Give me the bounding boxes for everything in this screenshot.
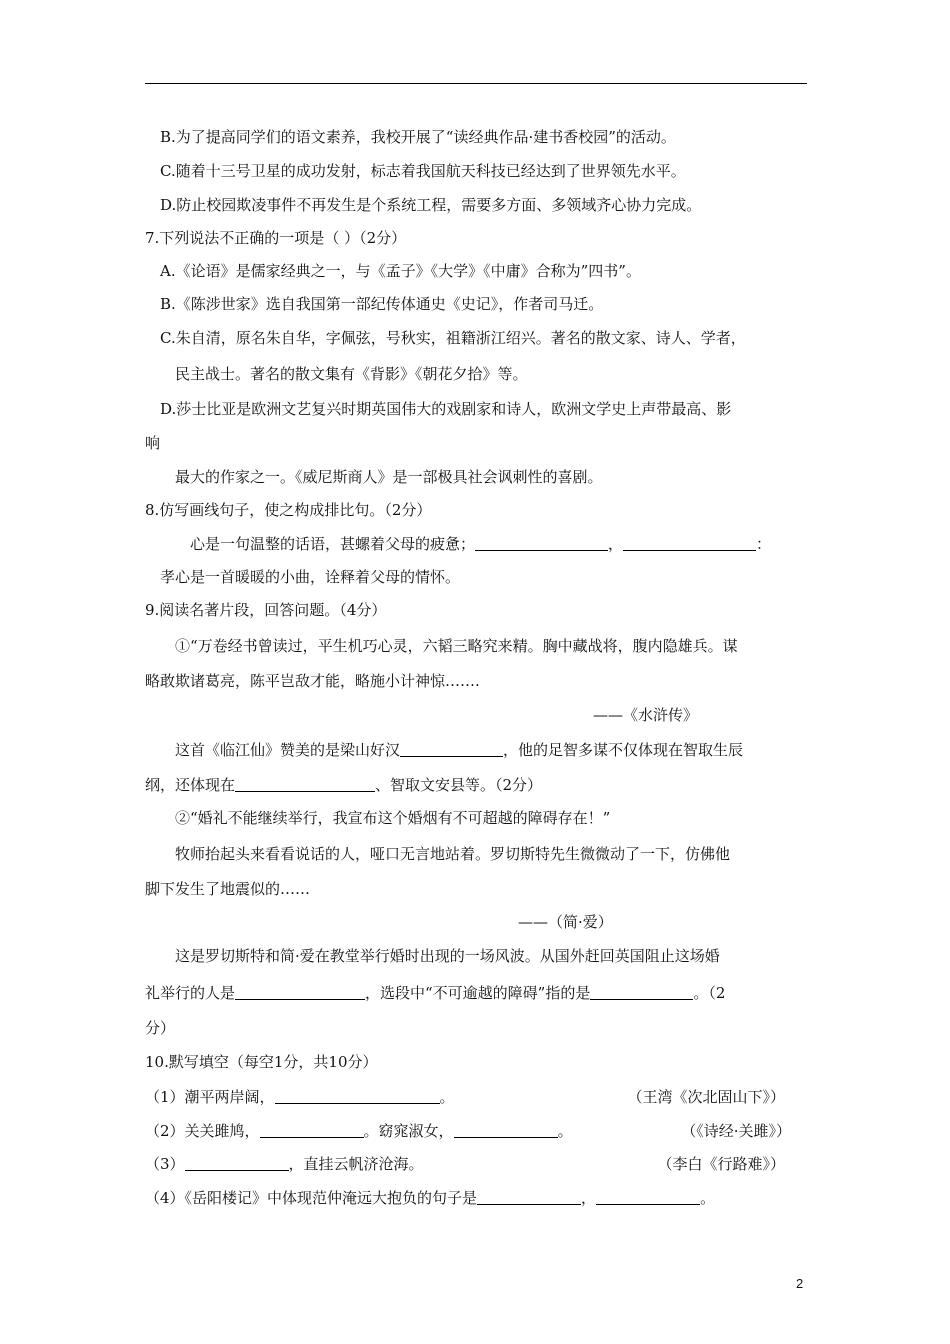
q9-passage1-question-line1: 这首《临江仙》赞美的是梁山好汉 ，他的足智多谋不仅体现在智取生辰 [175, 741, 744, 759]
q9-passage1-question-line2: 纲，还体现在 、智取文安县等。（2分） [145, 776, 543, 794]
answer-blank[interactable] [400, 741, 503, 757]
answer-blank[interactable] [235, 776, 375, 792]
answer-blank[interactable] [275, 1088, 440, 1104]
q10-item1: （1）潮平两岸阔， 。 （王湾《次北固山下》） [145, 1088, 785, 1106]
q9-passage1-line1: ①“万卷经书曾读过，平生机巧心灵，六韬三略究来精。胸中藏战将，腹内隐雄兵。谋 [175, 637, 738, 655]
q9-stem: 9.阅读名著片段，回答问题。（4分） [145, 601, 387, 619]
q9-passage2-source: ——（简·爱） [518, 913, 613, 931]
q9-passage2-question-line2: 礼举行的人是 ，选段中“不可逾越的障碍”指的是 。（2 [145, 984, 726, 1002]
answer-blank[interactable] [475, 535, 608, 551]
q9-passage1-source: ——《水浒传》 [593, 706, 699, 724]
q9-passage2-question-line1: 这是罗切斯特和简·爱在教堂举行婚时出现的一场风波。从国外赶回英国阻止这场婚 [175, 947, 720, 965]
q7-stem: 7.下列说法不正确的一项是（ ）（2分） [145, 229, 407, 247]
q6-option-c: C.随着十三号卫星的成功发射，标志着我国航天科技已经达到了世界领先水平。 [160, 162, 686, 180]
q6-option-d: D.防止校园欺凌事件不再发生是个系统工程，需要多方面、多领域齐心协力完成。 [160, 196, 702, 214]
page-number: 2 [796, 1276, 804, 1291]
answer-blank[interactable] [185, 1155, 289, 1171]
q9-passage2-line3: 脚下发生了地震似的…… [145, 880, 311, 898]
answer-blank[interactable] [235, 984, 365, 1000]
q9-passage2-question-line3: 分） [145, 1019, 176, 1037]
answer-blank[interactable] [454, 1122, 558, 1138]
answer-blank[interactable] [623, 535, 756, 551]
q9-passage2-line1: ②“婚礼不能继续举行，我宣布这个婚烟有不可超越的障碍存在！” [175, 809, 611, 827]
q9-passage1-line2: 略敢欺诸葛亮，陈平岂敌才能，略施小计神惊……. [145, 672, 480, 690]
answer-blank[interactable] [477, 1189, 581, 1205]
q7-option-c-line2: 民主战士。著名的散文集有《背影》《朝花夕拾》等。 [175, 365, 528, 383]
q10-item2: （2）关关雎鸠， 。窈窕淑女， 。 （《诗经·关雎》） [145, 1122, 791, 1140]
q8-line1: 心是一句温整的话语，甚螺着父母的疲惫； ， ： [190, 535, 772, 553]
q8-stem: 8.仿写画线句子，使之构成排比句。（2分） [145, 501, 432, 519]
q9-passage2-line2: 牧师抬起头来看看说话的人，哑口无言地站着。罗切斯特先生微微动了一下，仿佛他 [175, 845, 731, 863]
q7-option-d-line2: 响 [145, 434, 161, 452]
q6-option-b: B.为了提高同学们的语文素养，我校开展了“读经典作品·建书香校园”的活动。 [160, 128, 676, 146]
q7-option-b: B.《陈涉世家》选自我国第一部纪传体通史《史记》，作者司马迁。 [160, 295, 604, 313]
q8-line2: 孝心是一首暖暖的小曲，诠释着父母的情怀。 [160, 568, 461, 586]
q10-item4: （4）《岳阳楼记》中体现范仲淹远大抱负的句子是 ， 。 [145, 1189, 716, 1207]
q7-option-a: A.《论语》是儒家经典之一，与《孟子》《大学》《中庸》合称为”四书”。 [160, 262, 641, 280]
answer-blank[interactable] [596, 1189, 700, 1205]
q7-option-d-line3: 最大的作家之一。《威尼斯商人》是一部极具社会讽刺性的喜剧。 [175, 468, 603, 486]
q10-stem: 10.默写填空（每空1分，共10分） [145, 1053, 378, 1071]
header-rule [145, 83, 807, 84]
answer-blank[interactable] [590, 984, 693, 1000]
q7-option-d-line1: D.莎士比亚是欧洲文艺复兴时期英国伟大的戏剧家和诗人，欧洲文学史上声带最高、影 [160, 400, 732, 418]
answer-blank[interactable] [260, 1122, 364, 1138]
q10-item3: （3） ，直挂云帆济沧海。 （李白《行路难》） [145, 1155, 785, 1173]
q7-option-c-line1: C.朱自清，原名朱自华，字佩弦，号秋实，祖籍浙江绍兴。著名的散文家、诗人、学者， [160, 329, 746, 347]
